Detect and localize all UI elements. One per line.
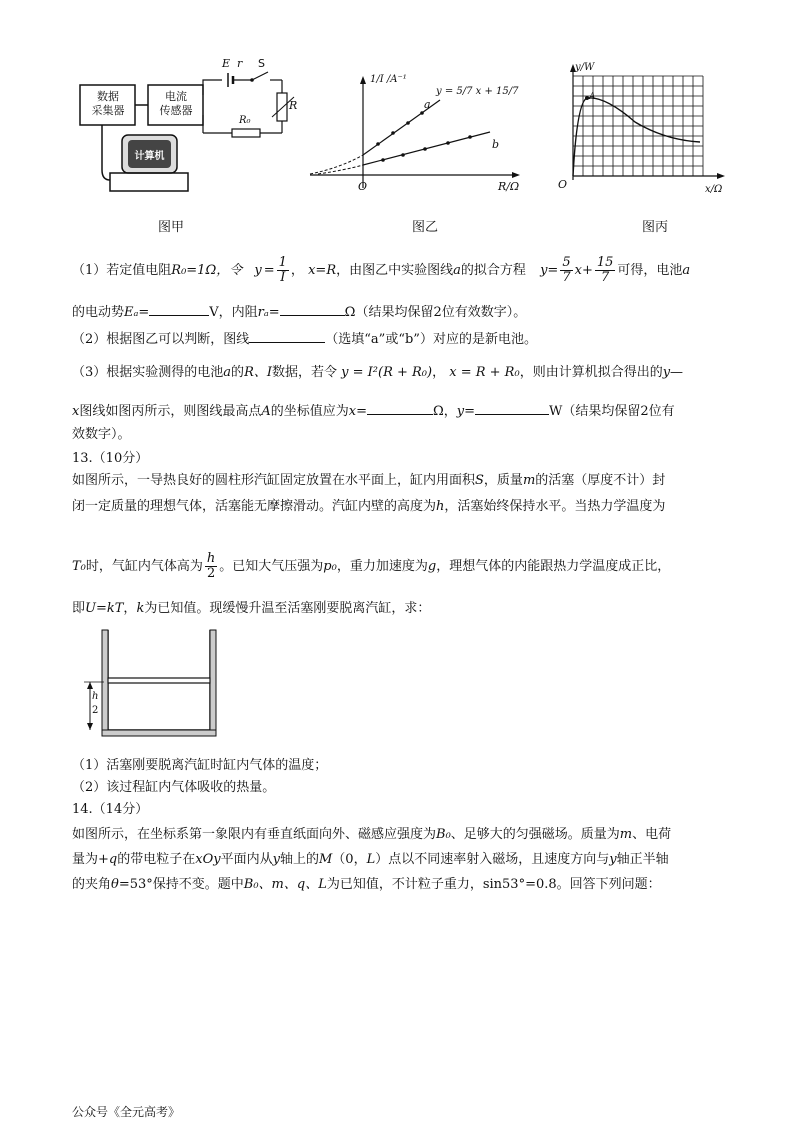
text-seg: ，活塞始终保持水平。当热力学温度为 [444,499,666,514]
bing-origin: O [558,178,568,191]
text-seg: R₀=1Ω，令 [171,263,243,278]
text-seg: （2）根据图乙可以判断，图线 [72,332,250,347]
text-seg: V，内阻 [209,305,258,320]
q12-line-3 [72,330,537,349]
bing-xlabel: x/Ω [705,184,723,195]
text-seg: rₐ= [257,305,280,320]
current-sensor-label: 电流 传感器 [159,90,193,117]
var-a: a [453,263,461,278]
text-seg: +q [98,852,118,867]
eq-sign: = [263,263,275,278]
text-seg: =53°保持不变。题中 [118,877,244,892]
emf-label: E [222,57,231,70]
var-a: a [682,263,691,278]
q14-line-3 [72,876,661,894]
text-seg: 的活塞（厚度不计）封 [535,473,666,488]
text-seg: m [522,473,536,488]
answer-blank-y[interactable] [475,402,549,415]
point-a-label: A [589,92,596,102]
text-seg: 的带电粒子在 [117,852,196,867]
yi-xlabel: R/Ω [498,180,520,193]
rheostat-label: R [289,99,298,112]
eq-sign: = [547,263,559,278]
frac-15-7 [595,256,616,285]
eq-y: y [540,263,548,278]
line-b-label: b [492,138,500,151]
text-seg: 、电荷 [632,827,672,842]
graph-bing [555,62,730,202]
q12-line-2 [72,303,526,322]
text-seg: y— [662,365,684,380]
text-seg: （3）根据实验测得的电池 [72,365,224,380]
text-seg: 、足够大的匀强磁场。质量为 [450,827,620,842]
text-seg: B₀ [436,827,451,842]
q12-line-1 [72,256,690,285]
text-seg: g [427,559,437,574]
cylinder-h-label: h [92,691,99,702]
text-seg: ，理想气体的内能跟热力学温度成正比， [436,559,671,574]
den: 7 [600,270,610,285]
text-seg: B₀、m、q、L [243,877,327,892]
text-seg: U=kT [85,601,124,616]
text-seg: L [366,852,376,867]
text-seg: 的坐标值应为 [270,404,349,419]
yi-ylabel: 1/I /A⁻¹ [370,74,407,85]
text-seg: 数据，若令 [272,365,338,380]
eq-sign: = [315,263,327,278]
text-seg: 量为 [72,852,99,867]
bing-ylabel: y/W [575,62,595,73]
q13-subq-2: （2）该过程缸内气体吸收的热量。 [72,780,276,795]
num: 1 [278,255,287,270]
answer-blank-emf[interactable] [149,303,209,316]
eq3-y: y = I²(R + R₀) [341,365,433,380]
text-seg: W（结果均保留2位有 [549,404,675,419]
q13-line-4 [72,600,430,618]
text-seg: T₀ [72,559,86,574]
eq-x: x [308,263,316,278]
text-seg: y= [456,404,476,419]
cylinder-2-label: 2 [92,705,99,716]
text-seg: ，由图乙中实验图线 [336,263,454,278]
text-seg: 的拟合方程 [460,263,526,278]
frac-h-2 [205,552,217,581]
q13-line-2 [72,498,665,516]
cylinder-figure [78,625,218,740]
switch-label: S [258,57,265,70]
yi-origin: O [358,180,368,193]
text-seg: ，质量 [483,473,523,488]
text-seg: k [136,601,145,616]
q12-line-5 [72,402,675,421]
cylinder-svg [78,625,218,740]
text-seg: （1）若定值电阻 [72,263,172,278]
text-seg: Eₐ= [124,305,150,320]
text-seg: 的夹角 [72,877,112,892]
text-seg: 轴正半轴 [616,852,669,867]
text-seg: p₀ [323,559,337,574]
text-seg: ，重力加速度为 [336,559,428,574]
text-seg: Ω（结果均保留2位有效数字）。 [344,305,527,320]
text-seg: θ [111,877,119,892]
q13-line-1 [72,472,665,490]
text-seg: ， [123,601,137,616]
text-seg: ，则由计算机拟合得出的 [519,365,663,380]
q13-subq-1: （1）活塞刚要脱离汽缸时缸内气体的温度； [72,758,328,773]
q14-heading: 14.（14分） [72,802,149,817]
eq-y: y [254,262,262,278]
internal-r-label: r [237,57,243,70]
caption-jia: 图甲 [158,220,185,235]
var-a: a [223,365,232,380]
sep: ， [290,263,304,278]
figure-yi [300,70,530,200]
text-seg: 图线如图丙所示，则图线最高点 [79,404,262,419]
text-seg: 即 [72,601,86,616]
eq-y-1-over-I [254,264,261,278]
footer-text: 公众号《全元高考》 [72,1105,181,1119]
den: 2 [206,566,216,581]
den: 7 [562,270,571,285]
num: 15 [596,255,614,270]
text-seg: 时，气缸内气体高为 [85,559,203,574]
figure-bing [555,62,730,202]
text-seg: R、I [244,365,272,380]
computer-label: 计算机 [134,151,165,162]
q13-line-3 [72,552,670,581]
text-seg: （选填“a”或“b”）对应的是新电池。 [325,332,537,347]
q12-line-6: 效数字）。 [72,427,131,442]
text-seg: h [436,499,445,514]
text-seg: x [72,404,80,419]
eq3-x: x = R + R₀ [449,365,520,380]
den: I [280,270,286,285]
text-seg: M [318,852,333,867]
text-seg: 可得，电池 [617,263,683,278]
answer-blank-line[interactable] [249,330,325,343]
text-seg: 如图所示，在坐标系第一象限内有垂直纸面向外、磁感应强度为 [72,827,437,842]
circuit-diagram [72,55,302,200]
line-a-label: a [424,98,431,111]
yi-equation: y = 5/7 x + 15/7 [436,86,519,97]
text-seg: 。已知大气压强为 [219,559,324,574]
data-collector-label: 数据 采集器 [91,90,125,117]
answer-blank-x[interactable] [367,402,433,415]
q14-line-2 [72,851,669,869]
text-seg: 平面内从 [220,852,273,867]
text-seg: 如图所示，一导热良好的圆柱形汽缸固定放置在水平面上，缸内用面积 [72,473,476,488]
frac-1-I [277,256,289,285]
r0-label: R₀ [239,115,251,126]
text-seg: S [475,473,484,488]
eq-R: R [326,263,337,278]
text-seg: x= [348,404,367,419]
figure-jia [72,55,302,200]
caption-bing: 图丙 [642,220,669,235]
text-seg: ）点以不同速率射入磁场，且速度方向与 [375,852,610,867]
text-seg: 的 [231,365,245,380]
text-seg: 为已知值，不计粒子重力，sin53°=0.8。回答下列问题： [326,877,661,892]
text-seg: A [261,404,271,419]
text-seg: 的电动势 [72,305,125,320]
frac-5-7 [560,256,572,285]
q14-line-1 [72,826,671,844]
text-seg: 闭一定质量的理想气体，活塞能无摩擦滑动。汽缸内壁的高度为 [72,499,437,514]
answer-blank-r[interactable] [280,303,345,316]
sep: ， [432,365,446,380]
caption-yi: 图乙 [412,220,439,235]
q12-line-4 [72,364,683,382]
num: 5 [562,255,571,270]
text-seg: y [272,852,280,867]
text-seg: m [619,827,633,842]
q13-heading: 13.（10分） [72,451,149,466]
plus: + [581,263,593,278]
text-seg: y [609,852,617,867]
text-seg: 为已知值。现缓慢升温至活塞刚要脱离汽缸，求： [144,601,431,616]
eq-x: x [574,263,582,278]
num: h [206,551,216,566]
text-seg: （0， [332,852,367,867]
text-seg: 轴上的 [279,852,319,867]
text-seg: Ω， [433,404,457,419]
text-seg: xOy [195,852,221,867]
